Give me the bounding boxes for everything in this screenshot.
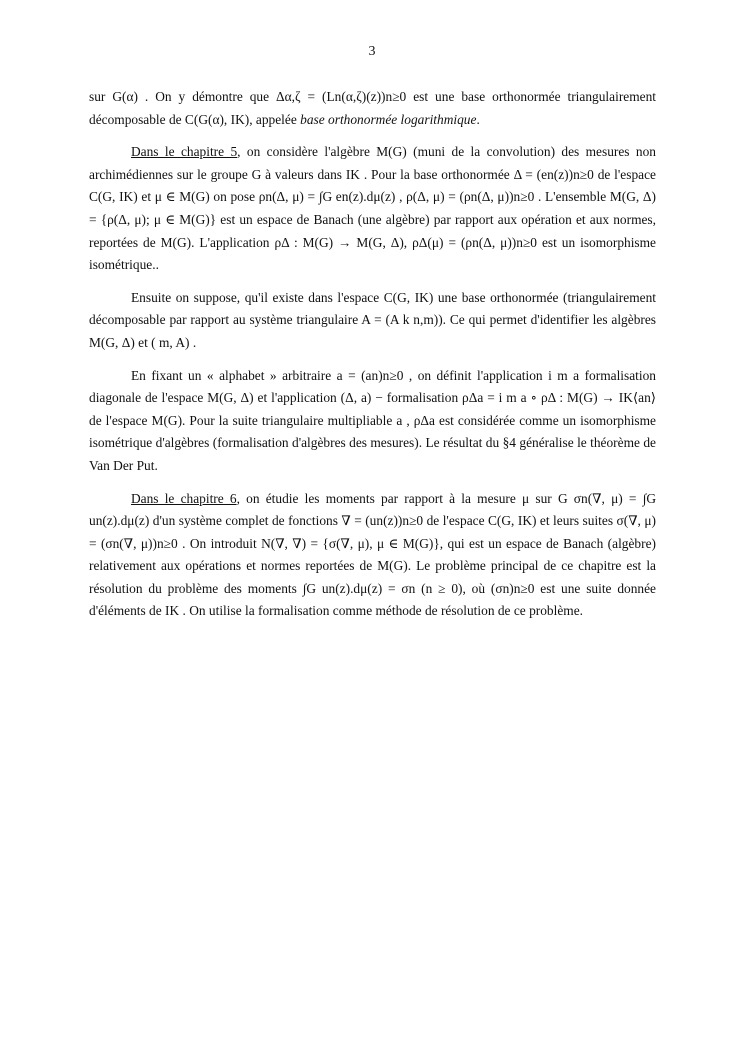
paragraph-5-text: , on étudie les moments par rapport à la mesure μ sur G σn(∇, μ) = ∫G un(z).dμ(z) d'un système complet de fonctions ∇ = (un(z))n≥0 de l'espace C(G, IK) et leurs suites σ(∇, μ) = (σn(∇, μ))n≥0 . On introduit N(∇, ∇) = {σ(∇, μ), μ ∈ M(G)}, qui est un espace de Banach (algèbre) relativement aux opérations et normes reportées de M(G). Le problème principal de ce chapitre est la résolution du problème des moments ∫G un(z).dμ(z) = σn (n ≥ 0), où (σn)n≥0 est une suite donnée d'éléments de IK . On utilise la formalisation comme méthode de résolution de ce problème.: [89, 490, 656, 619]
paragraph-3: [89, 287, 656, 355]
paragraph-1-text: sur G(α) . On y démontre que Δα,ζ = (Ln(α,ζ)(z))n≥0 est une base orthonormée triangulairement décomposable de C(G(α), IK), appelée: [89, 89, 656, 127]
paragraph-2-text: , on considère l'algèbre M(G) (muni de la convolution) des mesures non archimédiennes sur le groupe G à valeurs dans IK . Pour la base orthonormée Δ = (en(z))n≥0 de l'espace C(G, IK) et μ ∈ M(G) on pose ρn(Δ, μ) = ∫G en(z).dμ(z) , ρ(Δ, μ) = (ρn(Δ, μ))n≥0 . L'ensemble M(G, Δ) = {ρ(Δ, μ); μ ∈ M(G)} est un espace de Banach (une algèbre) par rapport aux opération et aux normes, reportées de M(G). L'application ρΔ : M(G) → M(G, Δ), ρΔ(μ) = (ρn(Δ, μ))n≥0 est un isomorphisme isométrique..: [89, 144, 656, 273]
paragraph-4-text: En fixant un « alphabet » arbitraire a = (an)n≥0 , on définit l'application i m a formalisation diagonale de l'espace M(G, Δ) et l'application (Δ, a) − formalisation ρΔa = i m a ∘ ρΔ : M(G) → IK⟨an⟩ de l'espace M(G). Pour la suite triangulaire multipliable a , ρΔa est considérée comme un isomorphisme isométrique d'algèbres (formalisation d'algèbres des mesures). Le résultat du §4 généralise le théorème de Van Der Put.: [89, 367, 656, 473]
paragraph-1-tail: .: [476, 111, 480, 127]
main-text: [89, 86, 656, 633]
paragraph-2: [89, 141, 656, 277]
page-number: 3: [368, 44, 376, 59]
chapter-5-heading: Dans le chapitre 5: [131, 144, 238, 160]
paragraph-5: [89, 488, 656, 624]
paragraph-1: [89, 86, 656, 131]
paragraph-3-text: Ensuite on suppose, qu'il existe dans l'espace C(G, IK) une base orthonormée (triangulairement décomposable par rapport au système triangulaire A = (A k n,m)). Ce qui permet d'identifier les algèbres M(G, Δ) et ( m, A) .: [89, 289, 656, 350]
chapter-6-heading: Dans le chapitre 6: [131, 490, 237, 506]
paragraph-4: [89, 365, 656, 478]
emphasis-text: base orthonormée logarithmique: [300, 111, 477, 127]
